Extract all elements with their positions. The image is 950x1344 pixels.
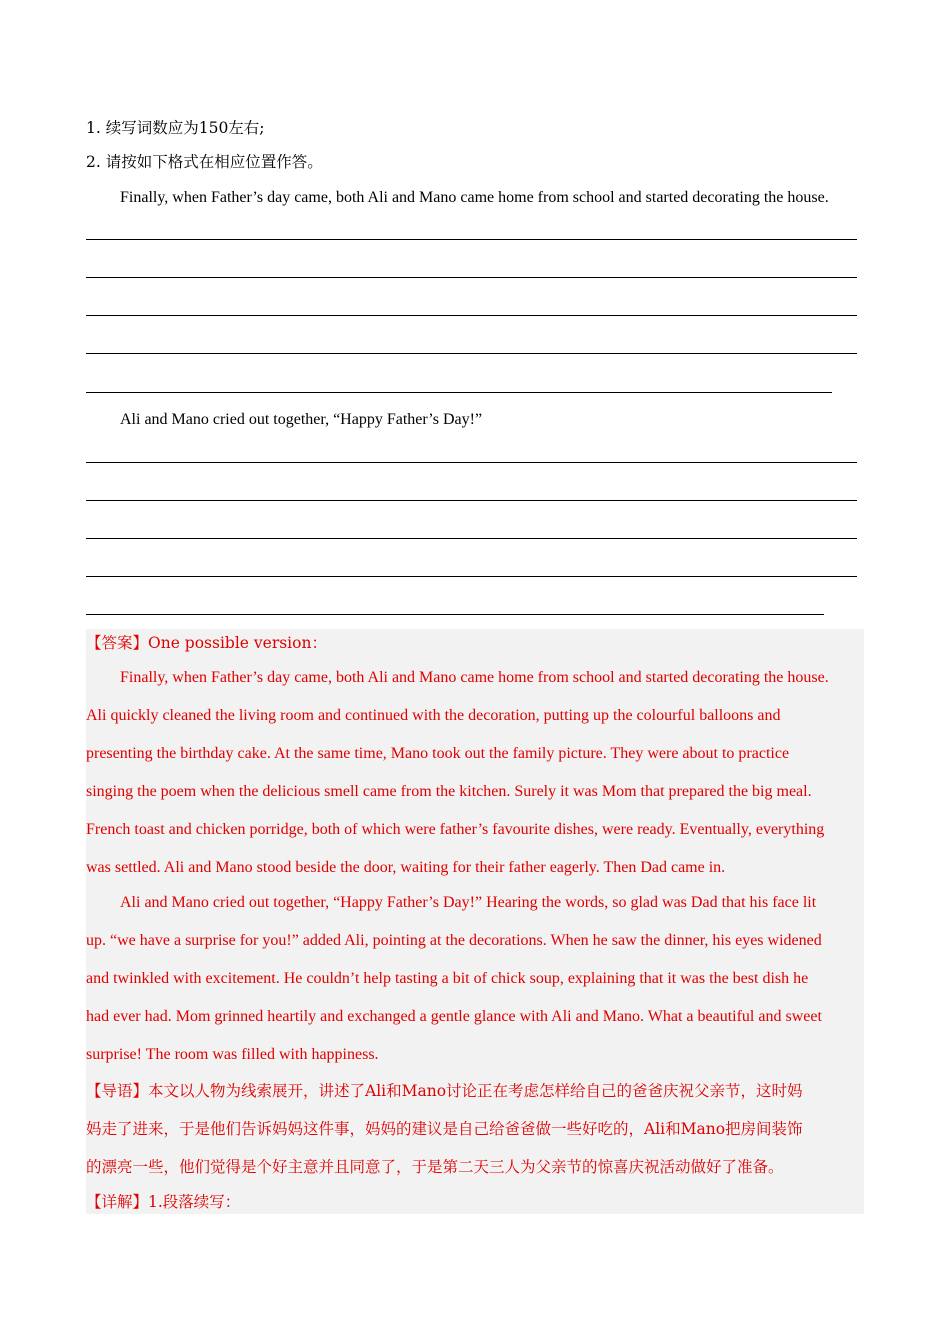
detail-label: 【详解】1.段落续写： xyxy=(86,1193,241,1211)
writing-line[interactable] xyxy=(86,353,857,354)
writing-line[interactable] xyxy=(86,392,832,393)
prompt-paragraph-1: Finally, when Father’s day came, both Ali and Mano came home from school and started decorating the house. xyxy=(120,189,829,206)
answer-line: Ali quickly cleaned the living room and continued with the decoration, putting up the colourful balloons and xyxy=(86,707,781,724)
writing-line[interactable] xyxy=(86,315,857,316)
prompt-paragraph-2: Ali and Mano cried out together, “Happy Father’s Day!” xyxy=(120,411,483,428)
answer-line: presenting the birthday cake. At the same time, Mano took out the family picture. They were about to practice xyxy=(86,745,790,762)
instruction-item-2: 2. 请按如下格式在相应位置作答。 xyxy=(86,153,323,171)
answer-line: was settled. Ali and Mano stood beside the door, waiting for their father eagerly. Then Dad came in. xyxy=(86,859,726,876)
instruction-item-1: 1. 续写词数应为150左右; xyxy=(86,119,265,137)
answer-line: surprise! The room was filled with happiness. xyxy=(86,1046,379,1063)
answer-line: singing the poem when the delicious smell came from the kitchen. Surely it was Mom that prepared the big meal. xyxy=(86,783,812,800)
guide-line: 【导语】本文以人物为线索展开，讲述了Ali和Mano讨论正在考虑怎样给自己的爸爸庆祝父亲节，这时妈 xyxy=(86,1082,803,1100)
answer-label: 【答案】One possible version： xyxy=(86,634,327,652)
writing-line[interactable] xyxy=(86,462,857,463)
answer-line: French toast and chicken porridge, both of which were father’s favourite dishes, were ready. Eventually, everything xyxy=(86,821,825,838)
answer-line: up. “we have a surprise for you!” added Ali, pointing at the decorations. When he saw the dinner, his eyes widened xyxy=(86,932,822,949)
writing-line[interactable] xyxy=(86,500,857,501)
answer-line: Finally, when Father’s day came, both Ali and Mano came home from school and started decorating the house. xyxy=(120,669,829,686)
writing-line[interactable] xyxy=(86,538,857,539)
writing-line[interactable] xyxy=(86,277,857,278)
guide-line: 的漂亮一些，他们觉得是个好主意并且同意了，于是第二天三人为父亲节的惊喜庆祝活动做好了准备。 xyxy=(86,1158,784,1176)
answer-line: had ever had. Mom grinned heartily and exchanged a gentle glance with Ali and Mano. What a beautiful and sweet xyxy=(86,1008,822,1025)
answer-line: Ali and Mano cried out together, “Happy Father’s Day!” Hearing the words, so glad was Dad that his face lit xyxy=(120,894,817,911)
writing-line[interactable] xyxy=(86,576,857,577)
writing-line[interactable] xyxy=(86,614,824,615)
writing-line[interactable] xyxy=(86,239,857,240)
answer-line: and twinkled with excitement. He couldn’t help tasting a bit of chick soup, explaining that it was the best dish he xyxy=(86,970,809,987)
guide-line: 妈走了进来，于是他们告诉妈妈这件事，妈妈的建议是自己给爸爸做一些好吃的，Ali和Mano把房间装饰 xyxy=(86,1120,803,1138)
